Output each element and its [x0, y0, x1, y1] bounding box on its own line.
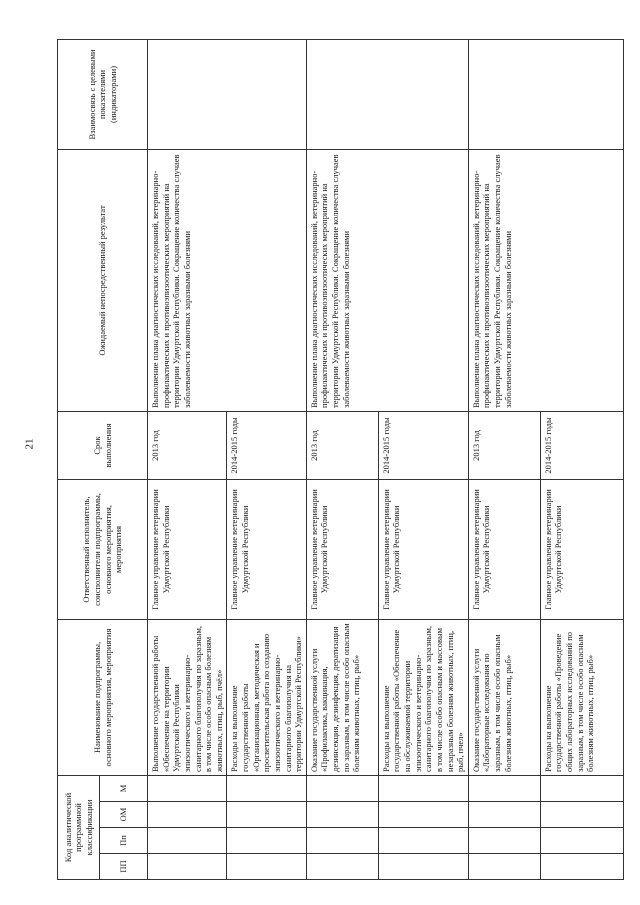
row-name: Расходы на выполнение государственной работы «Проведение общих лабораторных исследований по заразным, в том числе особо опасным болезням животных, птиц, рыб»	[540, 619, 623, 775]
row-name: Оказание государственной услуги «Профилактика, вакцинация, дезинсекция, дезинфекция, дератизация по заразным, в том числе особо опасным болезням животных, птиц, рыб»	[306, 619, 378, 775]
row-executor: Главное управление ветеринарии Удмуртской Республики	[227, 479, 306, 619]
header-executor: Ответственный исполнитель, соисполнители подпрограммы, основного мероприятия, мероприятия	[58, 479, 148, 619]
page-number: 21	[23, 438, 36, 450]
header-term: Срок выполнения	[58, 411, 148, 479]
group-indicators	[306, 39, 468, 149]
row-name: Оказание государственной услуги «Лабораторные исследования по заразным, в том числе особо опасным болезням животных, птиц, рыб»	[468, 619, 540, 775]
group-result: Выполнение плана диагностических исследований, ветеринарно-профилактических и противоэпизоотических мероприятий на территории Удмуртской Республики. Сокращение количества случаев заболеваемости животных заразными болезнями	[148, 149, 307, 411]
row-name: Расходы на выполнение государственной работы «Обеспечение на обслуживаемой территории эпизоотического и ветеринарно-санитарного благополучия по заразным, в том числе особо опасным и массовым незаразным болезням животных, птиц, рыб, пчел»	[378, 619, 468, 775]
group-indicators	[468, 39, 623, 149]
header-om: ОМ	[100, 802, 148, 828]
row-term: 2014-2015 годы	[540, 411, 623, 479]
program-table	[57, 39, 624, 880]
table-row	[148, 39, 227, 879]
row-executor: Главное управление ветеринарии Удмуртской Республики	[540, 479, 623, 619]
row-executor: Главное управление ветеринарии Удмуртской Республики	[148, 479, 227, 619]
row-term: 2013 год	[148, 411, 227, 479]
group-result: Выполнение плана диагностических исследований, ветеринарно-профилактических и противоэпизоотических мероприятий на территории Удмуртской Республики. Сокращение количества случаев заболеваемости животных заразными болезнями	[468, 149, 623, 411]
group-indicators	[148, 39, 307, 149]
row-name: Выполнение государственной работы «Обеспечение на территории Удмуртской Республики эпизоотического и ветеринарно-санитарного благополучия по заразным, в том числе особо опасным болезням животных, птиц, рыб, пчёл»	[148, 619, 227, 775]
row-executor: Главное управление ветеринарии Удмуртской Республики	[306, 479, 378, 619]
row-term: 2014-2015 годы	[227, 411, 306, 479]
header-name: Наименование подпрограммы, основного мероприятия, мероприятия	[58, 619, 148, 775]
row-term: 2013 год	[468, 411, 540, 479]
row-name: Расходы на выполнение государственной работы «Организационная, методическая и просветительская работа по созданию эпизоотического и ветеринарно-санитарного благополучия на территории Удмуртской Республики»	[227, 619, 306, 775]
header-m: М	[100, 775, 148, 801]
header-indicators: Взаимосвязь с целевыми показателями (индикаторами)	[58, 39, 148, 149]
group-result: Выполнение плана диагностических исследований, ветеринарно-профилактических и противоэпизоотических мероприятий на территории Удмуртской Республики. Сокращение количества случаев заболеваемости животных заразными болезнями	[306, 149, 468, 411]
row-term: 2013 год	[306, 411, 378, 479]
table-row	[468, 39, 540, 879]
row-executor: Главное управление ветеринарии Удмуртской Республики	[378, 479, 468, 619]
table-row	[306, 39, 378, 879]
header-pp: ПП	[100, 854, 148, 880]
row-executor: Главное управление ветеринарии Удмуртской Республики	[468, 479, 540, 619]
header-code-group: Код аналитической программной классификации	[58, 775, 100, 879]
header-pr: Пп	[100, 828, 148, 854]
header-result: Ожидаемый непосредственный результат	[58, 149, 148, 411]
rotated-table-wrapper	[57, 40, 596, 880]
row-term: 2014-2015 годы	[378, 411, 468, 479]
